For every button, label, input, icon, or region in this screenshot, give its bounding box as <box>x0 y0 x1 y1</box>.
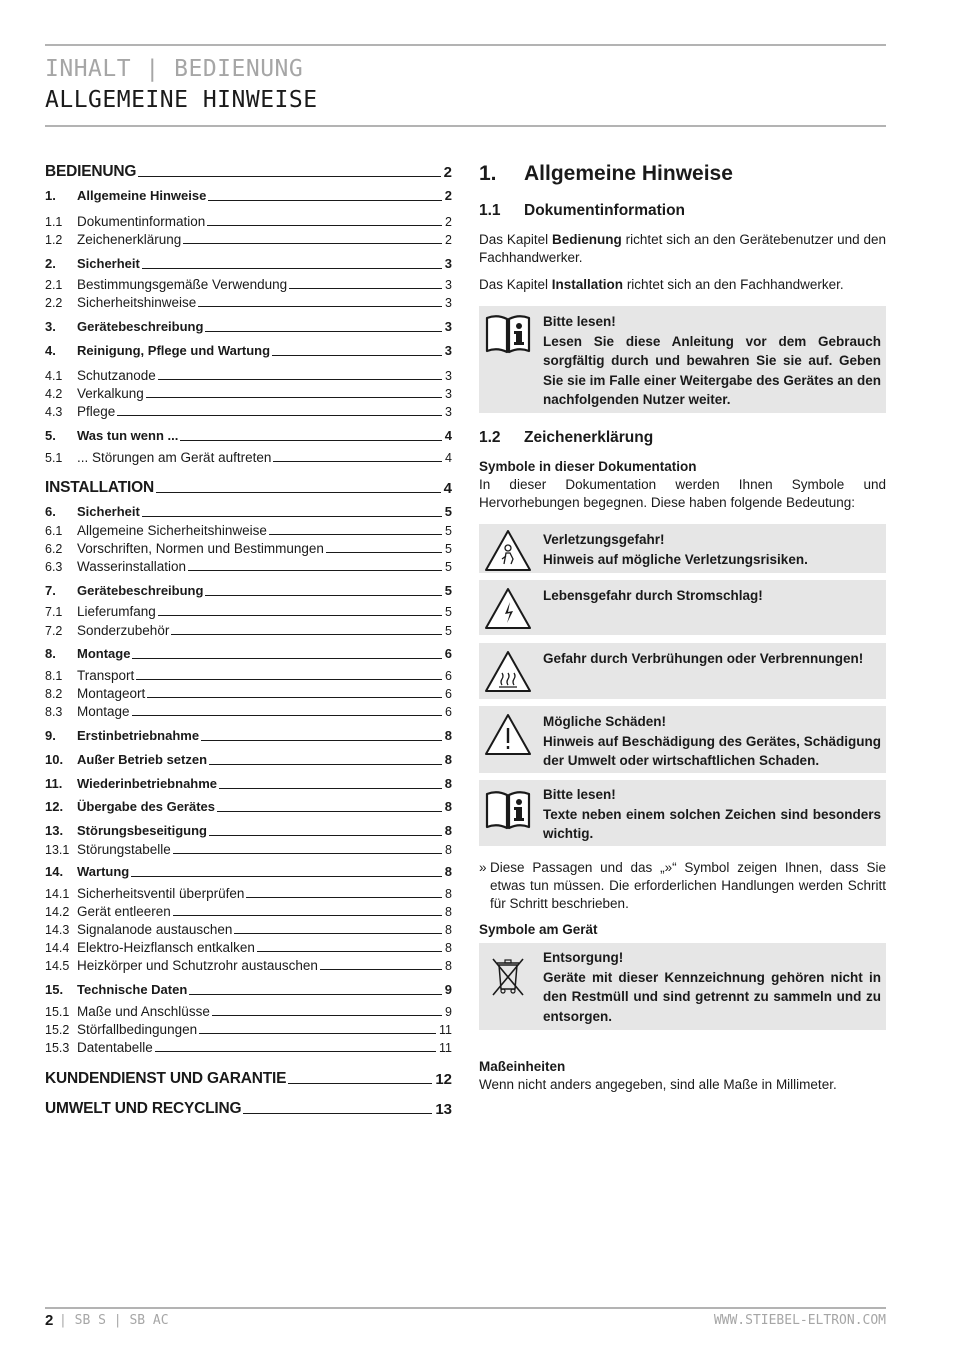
toc-entry-number: 4. <box>45 343 56 358</box>
toc-entry-page: 3 <box>445 296 452 310</box>
toc-entry-number: 8. <box>45 646 56 661</box>
toc-entry <box>45 188 452 203</box>
toc-entry-page: 8 <box>444 864 452 879</box>
footer-models: | SB S | SB AC <box>59 1313 169 1328</box>
toc-entry <box>45 922 452 937</box>
toc-entry-number: 8.1 <box>45 669 63 683</box>
note-title: Bitte lesen! <box>543 787 616 802</box>
toc-entry-number: 12. <box>45 799 64 814</box>
toc-entry-page: 8 <box>445 941 452 955</box>
toc-entry-title: Störungsbeseitigung <box>77 823 207 838</box>
toc-entry-page: 8 <box>445 887 452 901</box>
toc-entry <box>45 823 452 838</box>
toc-entry-number: 5.1 <box>45 451 63 465</box>
toc-entry-number: 7.2 <box>45 624 63 638</box>
toc-entry-page: 5 <box>445 624 452 638</box>
toc-entry-number: 3. <box>45 319 56 334</box>
toc-entry <box>45 523 452 538</box>
toc-entry-page: 2 <box>445 215 452 229</box>
toc-entry-title: Technische Daten <box>77 982 188 997</box>
toc-entry-number: 15.1 <box>45 1005 70 1019</box>
toc-entry-page: 3 <box>444 343 452 358</box>
toc-entry-page: 11 <box>439 1023 452 1037</box>
note-text <box>543 312 881 410</box>
section-heading-1-1 <box>479 202 685 220</box>
note-title: Bitte lesen! <box>543 314 616 329</box>
toc-leader-line <box>189 993 441 995</box>
toc-leader-line <box>205 330 441 332</box>
toc-leader-line <box>132 714 443 716</box>
toc-entry-number: 2. <box>45 256 56 271</box>
toc-entry-title: Elektro-Heizflansch entkalken <box>77 940 255 955</box>
toc-entry-number: 14. <box>45 864 64 879</box>
warning-box-damage <box>479 706 886 773</box>
toc-entry-title: BEDIENUNG <box>45 163 137 180</box>
toc-entry-number: 14.3 <box>45 923 70 937</box>
toc-entry-page: 4 <box>445 451 452 465</box>
toc-entry-title: Vorschriften, Normen und Bestimmungen <box>77 541 324 556</box>
toc-entry-number: 8.2 <box>45 687 63 701</box>
read-manual-icon <box>483 788 533 832</box>
toc-entry-title: ... Störungen am Gerät auftreten <box>77 450 272 465</box>
toc-entry-title: Allgemeine Sicherheitshinweise <box>77 523 267 538</box>
toc-entry-page: 13 <box>435 1101 452 1118</box>
table-of-contents <box>45 0 452 1130</box>
toc-entry-number: 2.1 <box>45 278 63 292</box>
disposal-body: Geräte mit dieser Kennzeichnung gehören nicht in den Restmüll und sind getrennt zu sammeln und zu entsorgen. <box>543 969 881 1024</box>
toc-entry-number: 15. <box>45 982 64 997</box>
toc-entry-page: 3 <box>445 278 452 292</box>
toc-entry <box>45 428 452 443</box>
toc-leader-line <box>273 460 442 462</box>
section-number: 1.2 <box>479 429 501 446</box>
toc-entry <box>45 904 452 919</box>
toc-entry-page: 9 <box>445 1005 452 1019</box>
toc-entry-page: 8 <box>444 776 452 791</box>
hot-surface-icon <box>483 649 533 693</box>
injury-warning-icon <box>483 528 533 572</box>
toc-entry <box>45 232 452 247</box>
toc-leader-line <box>146 396 442 398</box>
chapter-heading <box>479 162 733 186</box>
toc-entry <box>45 541 452 556</box>
electric-shock-icon <box>483 586 533 630</box>
toc-entry-title: Signalanode austauschen <box>77 922 233 937</box>
toc-entry <box>45 1004 452 1019</box>
toc-entry <box>45 163 452 181</box>
warning-title: Verletzungsgefahr! <box>543 532 665 547</box>
note-box-important <box>479 780 886 846</box>
toc-entry-title: Sicherheitshinweise <box>77 295 197 310</box>
toc-leader-line <box>147 696 442 698</box>
toc-entry <box>45 886 452 901</box>
toc-entry-number: 14.4 <box>45 941 70 955</box>
toc-entry-title: Übergabe des Gerätes <box>77 799 216 814</box>
header-page-title: ALLGEMEINE HINWEISE <box>45 87 318 113</box>
toc-entry-number: 6.1 <box>45 524 63 538</box>
toc-entry-page: 5 <box>444 583 452 598</box>
toc-entry-title: Transport <box>77 668 135 683</box>
toc-entry-title: INSTALLATION <box>45 479 154 496</box>
toc-entry-title: Verkalkung <box>77 386 144 401</box>
toc-entry-page: 5 <box>445 560 452 574</box>
toc-entry-page: 2 <box>444 188 452 203</box>
toc-entry-number: 1. <box>45 188 56 203</box>
toc-entry-number: 10. <box>45 752 64 767</box>
toc-entry <box>45 646 452 661</box>
toc-leader-line <box>326 551 442 553</box>
toc-entry-page: 3 <box>444 319 452 334</box>
toc-leader-line <box>171 633 442 635</box>
toc-entry-page: 4 <box>443 480 452 497</box>
toc-leader-line <box>131 875 442 877</box>
symbols-doc-text: In dieser Dokumentation werden Ihnen Symbole und Hervorhebungen begegnen. Diese haben folgende Bedeutung: <box>479 477 886 510</box>
toc-entry-title: Gerätebeschreibung <box>77 583 204 598</box>
paragraph-emphasis: Installation <box>551 277 624 292</box>
toc-entry-title: Allgemeine Hinweise <box>77 188 207 203</box>
main-content <box>479 0 886 1130</box>
toc-entry-page: 8 <box>444 823 452 838</box>
toc-entry <box>45 623 452 638</box>
toc-leader-line <box>209 763 442 765</box>
warning-box-burn <box>479 643 886 699</box>
toc-entry <box>45 504 452 519</box>
toc-entry-title: Dokumentinformation <box>77 214 206 229</box>
paragraph-text: Das Kapitel <box>479 232 553 247</box>
toc-entry <box>45 214 452 229</box>
read-manual-icon <box>483 312 533 356</box>
paragraph-text: Das Kapitel <box>479 277 552 292</box>
units-text: Wenn nicht anders angegeben, sind alle Maße in Millimeter. <box>479 1077 837 1092</box>
toc-entry <box>45 1100 452 1118</box>
toc-entry-number: 6.3 <box>45 560 63 574</box>
disposal-box <box>479 943 886 1030</box>
warning-title: Gefahr durch Verbrühungen oder Verbrennungen! <box>543 651 864 666</box>
toc-entry-title: Lieferumfang <box>77 604 156 619</box>
toc-leader-line <box>198 305 442 307</box>
toc-entry-title: Zeichenerklärung <box>77 232 182 247</box>
disposal-title: Entsorgung! <box>543 950 624 965</box>
toc-leader-line <box>201 739 442 741</box>
action-marker: » <box>479 860 487 875</box>
toc-entry-page: 6 <box>445 705 452 719</box>
toc-entry-number: 2.2 <box>45 296 63 310</box>
paragraph-text: richtet sich an den Gerätebenutzer und den Fachhandwerker. <box>479 232 887 265</box>
toc-entry <box>45 728 452 743</box>
toc-entry-number: 1.1 <box>45 215 63 229</box>
toc-leader-line <box>173 914 442 916</box>
toc-leader-line <box>212 1014 442 1016</box>
toc-entry-page: 8 <box>445 959 452 973</box>
toc-entry-number: 6. <box>45 504 56 519</box>
toc-entry-page: 3 <box>444 256 452 271</box>
toc-entry-page: 4 <box>444 428 452 443</box>
toc-entry-page: 5 <box>445 524 452 538</box>
toc-entry-title: Wartung <box>77 864 130 879</box>
toc-entry-title: Störfallbedingungen <box>77 1022 198 1037</box>
toc-entry-number: 8.3 <box>45 705 63 719</box>
warning-body: Hinweis auf Beschädigung des Gerätes, Schädigung der Umwelt oder wirtschaftlichen Schaden. <box>543 733 881 768</box>
toc-leader-line <box>155 1050 436 1052</box>
section-heading-1-2 <box>479 429 653 447</box>
toc-entry <box>45 1040 452 1055</box>
toc-entry <box>45 752 452 767</box>
toc-entry-number: 9. <box>45 728 56 743</box>
toc-leader-line <box>217 810 442 812</box>
toc-entry-title: Gerät entleeren <box>77 904 171 919</box>
toc-entry-title: Montage <box>77 704 130 719</box>
toc-leader-line <box>209 834 442 836</box>
toc-entry-number: 14.1 <box>45 887 70 901</box>
toc-entry-number: 14.5 <box>45 959 70 973</box>
toc-entry-page: 8 <box>445 923 452 937</box>
toc-entry-title: Gerätebeschreibung <box>77 319 204 334</box>
warning-text <box>543 586 881 606</box>
toc-entry-number: 1.2 <box>45 233 63 247</box>
note-body: Texte neben einem solchen Zeichen sind besonders wichtig. <box>543 806 881 841</box>
toc-leader-line <box>132 657 441 659</box>
toc-leader-line <box>288 1082 432 1084</box>
toc-entry-title: KUNDENDIENST UND GARANTIE <box>45 1070 287 1087</box>
toc-entry <box>45 343 452 358</box>
toc-entry-page: 8 <box>444 799 452 814</box>
toc-entry-title: Bestimmungsgemäße Verwendung <box>77 277 288 292</box>
warning-body: Hinweis auf mögliche Verletzungsrisiken. <box>543 551 808 567</box>
toc-entry <box>45 982 452 997</box>
toc-leader-line <box>180 439 441 441</box>
action-text: Diese Passagen und das „»“ Symbol zeigen Ihnen, dass Sie etwas tun müssen. Die erforderlichen Handlungen werden Schritt für Schritt beschrieben. <box>490 860 886 911</box>
toc-entry-page: 3 <box>445 369 452 383</box>
toc-entry-page: 8 <box>445 905 452 919</box>
toc-entry-title: Schutzanode <box>77 368 156 383</box>
toc-entry <box>45 668 452 683</box>
toc-leader-line <box>138 175 440 177</box>
toc-leader-line <box>117 414 442 416</box>
toc-entry-page: 8 <box>444 752 452 767</box>
footer-page-number: 2 <box>45 1312 54 1329</box>
toc-entry-title: Sicherheit <box>77 504 140 519</box>
toc-entry <box>45 864 452 879</box>
warning-title: Mögliche Schäden! <box>543 714 667 729</box>
toc-entry-title: Was tun wenn ... <box>77 428 179 443</box>
toc-entry <box>45 559 452 574</box>
toc-entry <box>45 256 452 271</box>
warning-box-injury <box>479 524 886 573</box>
toc-entry-page: 3 <box>445 405 452 419</box>
toc-entry-page: 8 <box>445 843 452 857</box>
chapter-title: Allgemeine Hinweise <box>524 162 733 185</box>
symbols-device-heading: Symbole am Gerät <box>479 922 598 937</box>
toc-entry <box>45 450 452 465</box>
toc-entry-number: 13. <box>45 823 64 838</box>
warning-box-shock <box>479 580 886 635</box>
toc-leader-line <box>156 491 441 493</box>
toc-leader-line <box>257 950 442 952</box>
toc-entry-number: 14.2 <box>45 905 70 919</box>
toc-leader-line <box>173 852 442 854</box>
toc-entry-title: Erstinbetriebnahme <box>77 728 200 743</box>
toc-leader-line <box>269 533 442 535</box>
toc-entry-number: 4.2 <box>45 387 63 401</box>
toc-entry-page: 2 <box>445 233 452 247</box>
toc-leader-line <box>158 614 442 616</box>
toc-entry-page: 5 <box>445 542 452 556</box>
toc-leader-line <box>205 594 441 596</box>
toc-leader-line <box>289 287 442 289</box>
footer-website: WWW.STIEBEL-ELTRON.COM <box>713 1313 886 1328</box>
footer-rule <box>45 1307 886 1309</box>
toc-entry <box>45 479 452 497</box>
toc-entry <box>45 940 452 955</box>
warning-title: Lebensgefahr durch Stromschlag! <box>543 588 763 603</box>
note-box-read <box>479 306 886 413</box>
toc-entry-page: 6 <box>445 687 452 701</box>
toc-entry-title: Reinigung, Pflege und Wartung <box>77 343 271 358</box>
toc-entry <box>45 1070 452 1088</box>
toc-entry-number: 7. <box>45 583 56 598</box>
toc-leader-line <box>188 569 442 571</box>
warning-text <box>543 530 881 569</box>
toc-entry-page: 5 <box>445 605 452 619</box>
toc-entry-number: 5. <box>45 428 56 443</box>
toc-entry-number: 4.1 <box>45 369 63 383</box>
toc-leader-line <box>142 515 442 517</box>
toc-entry <box>45 604 452 619</box>
toc-entry <box>45 776 452 791</box>
toc-entry <box>45 295 452 310</box>
toc-entry-number: 13.1 <box>45 843 70 857</box>
toc-leader-line <box>272 354 442 356</box>
toc-leader-line <box>219 787 442 789</box>
toc-entry-page: 12 <box>435 1071 452 1088</box>
toc-entry-title: Montageort <box>77 686 146 701</box>
warning-text <box>543 649 881 669</box>
toc-entry-title: Wasserinstallation <box>77 559 187 574</box>
header-section-path: INHALT | BEDIENUNG <box>45 56 304 82</box>
section-title: Dokumentinformation <box>524 202 686 219</box>
toc-leader-line <box>199 1032 436 1034</box>
note-text <box>543 785 881 844</box>
toc-entry-page: 8 <box>444 728 452 743</box>
toc-entry-title: Störungstabelle <box>77 842 171 857</box>
toc-entry-title: Heizkörper und Schutzrohr austauschen <box>77 958 318 973</box>
paragraph-emphasis: Bedienung <box>552 232 622 247</box>
toc-entry-page: 5 <box>444 504 452 519</box>
exclamation-warning-icon <box>483 712 533 756</box>
toc-leader-line <box>208 199 441 201</box>
toc-leader-line <box>207 224 442 226</box>
crossed-bin-icon <box>483 953 533 997</box>
toc-entry-page: 6 <box>445 669 452 683</box>
toc-entry-page: 11 <box>439 1041 452 1055</box>
toc-entry <box>45 404 452 419</box>
toc-entry-number: 4.3 <box>45 405 63 419</box>
toc-entry-page: 3 <box>445 387 452 401</box>
toc-entry-title: Datentabelle <box>77 1040 153 1055</box>
paragraph-text: richtet sich an den Fachhandwerker. <box>623 277 844 292</box>
toc-entry-title: Sicherheit <box>77 256 140 271</box>
toc-entry <box>45 277 452 292</box>
toc-leader-line <box>246 896 442 898</box>
toc-leader-line <box>243 1112 432 1114</box>
toc-leader-line <box>136 678 442 680</box>
units-heading: Maßeinheiten <box>479 1059 566 1074</box>
toc-entry <box>45 319 452 334</box>
chapter-number: 1. <box>479 162 497 185</box>
toc-entry-number: 15.2 <box>45 1023 70 1037</box>
toc-entry-title: Sonderzubehör <box>77 623 170 638</box>
toc-entry <box>45 583 452 598</box>
toc-entry-number: 11. <box>45 776 63 791</box>
toc-entry-title: Wiederinbetriebnahme <box>77 776 218 791</box>
action-instruction <box>479 859 886 913</box>
toc-entry-title: Sicherheitsventil überprüfen <box>77 886 245 901</box>
disposal-text <box>543 948 881 1026</box>
toc-entry <box>45 368 452 383</box>
toc-entry <box>45 1022 452 1037</box>
toc-entry-title: UMWELT UND RECYCLING <box>45 1100 242 1117</box>
toc-leader-line <box>158 378 442 380</box>
section-title: Zeichenerklärung <box>524 429 654 446</box>
toc-leader-line <box>320 968 442 970</box>
toc-leader-line <box>183 242 442 244</box>
toc-entry-title: Außer Betrieb setzen <box>77 752 208 767</box>
toc-entry <box>45 799 452 814</box>
toc-entry-number: 15.3 <box>45 1041 70 1055</box>
symbols-doc-heading: Symbole in dieser Dokumentation <box>479 459 697 474</box>
toc-entry <box>45 386 452 401</box>
toc-entry-page: 6 <box>444 646 452 661</box>
toc-entry <box>45 704 452 719</box>
toc-entry <box>45 958 452 973</box>
toc-entry <box>45 842 452 857</box>
toc-entry-number: 6.2 <box>45 542 63 556</box>
toc-leader-line <box>142 267 442 269</box>
paragraph-installation <box>479 276 886 294</box>
toc-entry-number: 7.1 <box>45 605 63 619</box>
toc-entry-page: 2 <box>443 164 452 181</box>
warning-text <box>543 712 881 771</box>
toc-entry-title: Montage <box>77 646 131 661</box>
toc-entry-title: Maße und Anschlüsse <box>77 1004 210 1019</box>
toc-entry <box>45 686 452 701</box>
section-number: 1.1 <box>479 202 501 219</box>
toc-leader-line <box>234 932 442 934</box>
toc-entry-page: 9 <box>444 982 452 997</box>
note-body: Lesen Sie diese Anleitung vor dem Gebrauch sorgfältig durch und bewahren Sie sie auf. Geben Sie sie im Falle einer Weitergabe des Gerätes an den nachfolgenden Nutzer weiter. <box>543 333 881 407</box>
toc-entry-title: Pflege <box>77 404 116 419</box>
paragraph-bedienung <box>479 231 886 267</box>
